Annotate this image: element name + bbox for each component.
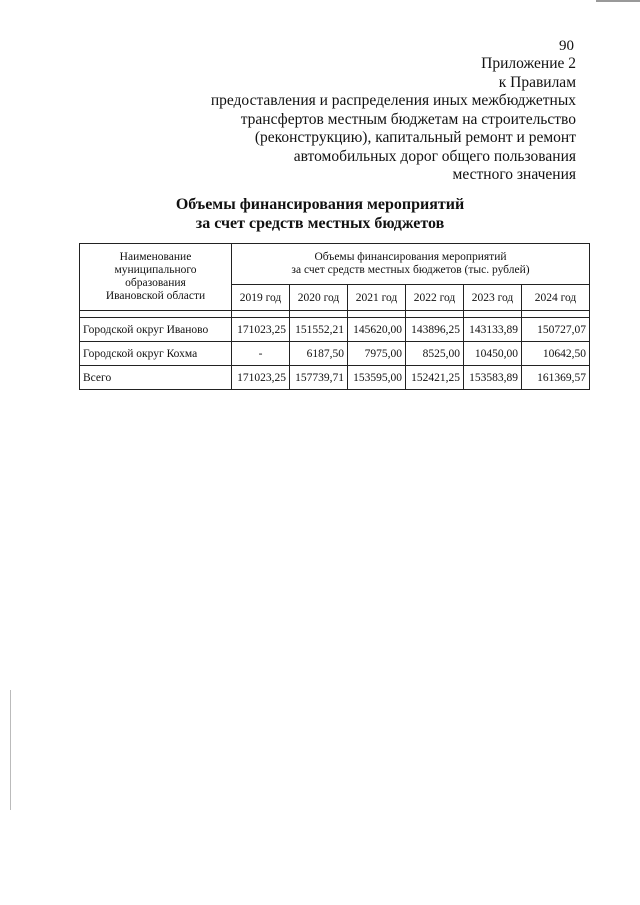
year-header: 2023 год [464, 285, 522, 311]
value-cell: 8525,00 [406, 342, 464, 366]
value-cell: 171023,25 [232, 318, 290, 342]
value-cell: 152421,25 [406, 366, 464, 390]
header-line: за счет средств местных бюджетов (тыс. рублей) [291, 264, 530, 276]
spacer-cell [464, 311, 522, 318]
value-cell: 157739,71 [290, 366, 348, 390]
page-number: 90 [559, 38, 574, 54]
header-line: Ивановской области [105, 290, 206, 302]
value-cell: - [232, 342, 290, 366]
appendix-line: к Правилам [498, 73, 576, 91]
value-cell: 143896,25 [406, 318, 464, 342]
spacer-row [80, 311, 590, 318]
value-cell: 153583,89 [464, 366, 522, 390]
table-total-row [80, 366, 590, 390]
spacer-cell [232, 311, 290, 318]
year-header: 2019 год [232, 285, 290, 311]
scan-edge-line [596, 0, 640, 2]
appendix-line: предоставления и распределения иных межбюджетных [210, 92, 576, 109]
title-line: Объемы финансирования мероприятий [175, 196, 465, 213]
year-header: 2020 год [290, 285, 348, 311]
spacer-cell [406, 311, 464, 318]
value-cell: 153595,00 [348, 366, 406, 390]
header-line: муниципального образования [114, 264, 197, 289]
spacer-cell [290, 311, 348, 318]
appendix-line: автомобильных дорог общего пользования [293, 147, 576, 165]
municipality-name: Городской округ Кохма [80, 342, 232, 366]
value-cell: 10642,50 [522, 342, 590, 366]
value-cell: 145620,00 [348, 318, 406, 342]
appendix-line: (реконструкцию), капитальный ремонт и ремонт [254, 129, 576, 146]
value-cell: 150727,07 [522, 318, 590, 342]
appendix-line: Приложение 2 [481, 55, 576, 72]
year-header: 2024 год [522, 285, 590, 311]
total-label: Всего [80, 366, 232, 390]
appendix-line: трансфертов местным бюджетам на строительство [240, 110, 576, 128]
scan-edge-line [10, 690, 11, 810]
table-header-row [80, 244, 590, 285]
table-row [80, 342, 590, 366]
spacer-cell [522, 311, 590, 318]
year-header: 2022 год [406, 285, 464, 311]
appendix-line: местного значения [452, 166, 576, 183]
financing-group-header [232, 244, 590, 285]
municipality-name: Городской округ Иваново [80, 318, 232, 342]
appendix-header [156, 55, 576, 185]
value-cell: 151552,21 [290, 318, 348, 342]
value-cell: 10450,00 [464, 342, 522, 366]
header-line: Объемы финансирования мероприятий [314, 251, 507, 263]
value-cell: 143133,89 [464, 318, 522, 342]
table-row [80, 318, 590, 342]
spacer-cell [80, 311, 232, 318]
financing-table [79, 243, 590, 390]
year-header: 2021 год [348, 285, 406, 311]
value-cell: 161369,57 [522, 366, 590, 390]
name-column-header [80, 244, 232, 311]
value-cell: 6187,50 [290, 342, 348, 366]
title-line: за счет средств местных бюджетов [195, 215, 445, 232]
spacer-cell [348, 311, 406, 318]
value-cell: 7975,00 [348, 342, 406, 366]
document-title [0, 195, 640, 233]
value-cell: 171023,25 [232, 366, 290, 390]
header-line: Наименование [119, 251, 192, 263]
